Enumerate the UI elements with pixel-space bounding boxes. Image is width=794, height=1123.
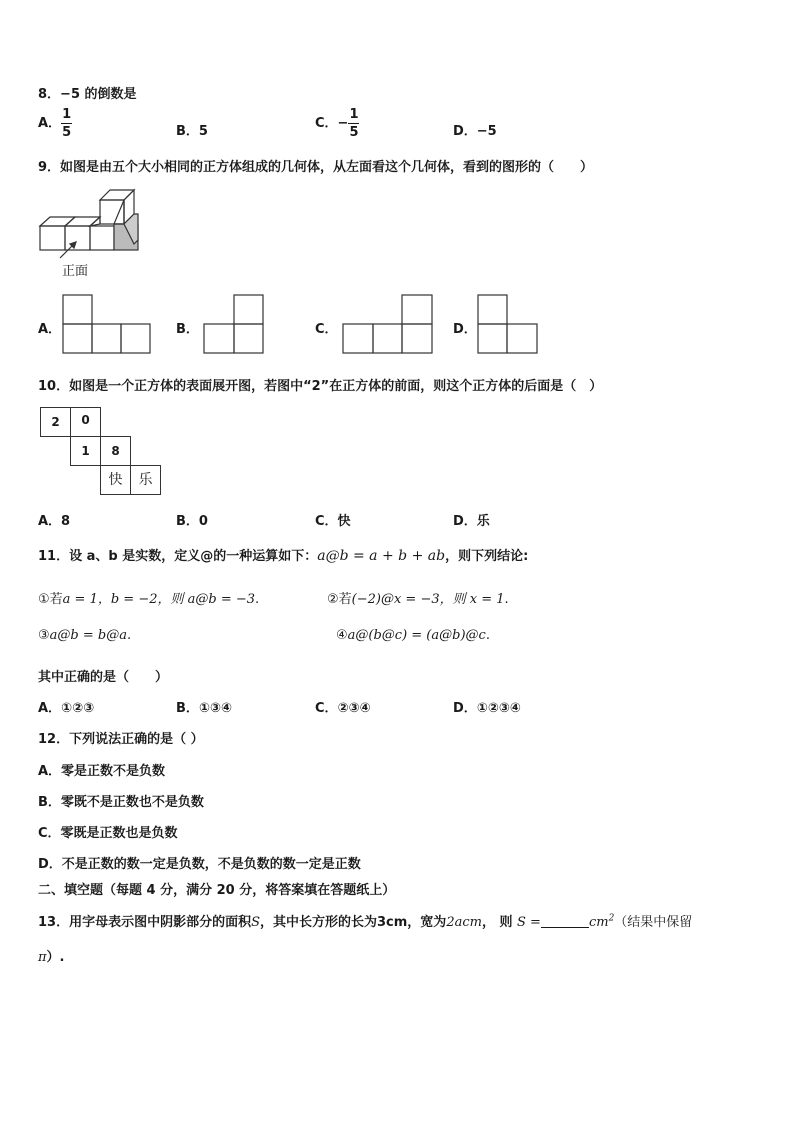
q9-option-b-figure (203, 294, 265, 354)
q9-option-c[interactable]: C． (315, 322, 338, 337)
q13-stem: 13．用字母表示图中阴影部分的面积S，其中长方形的长为3cm，宽为2acm， 则 $S = cm^2$（结果中保留 (38, 913, 693, 930)
q11-option-b[interactable]: B．①③④ (176, 701, 232, 716)
q10-net-cell-kuai: 快 (100, 465, 131, 495)
q8-option-a[interactable]: A． $\frac{1}{5}$ (38, 107, 72, 140)
q10-option-d[interactable]: D．乐 (453, 514, 490, 529)
q11-prompt: 其中正确的是（ ） (38, 670, 169, 685)
q8-stem: 8．−5 的倒数是 (38, 87, 137, 102)
q11-statement-1: ①若a = 1，b = −2，则 a@b = −3. (38, 592, 260, 607)
q13-answer-blank[interactable] (541, 915, 589, 928)
q12-option-a[interactable]: A．零是正数不是负数 (38, 764, 166, 779)
q13-stem-end: π）. (38, 950, 65, 965)
q8-option-c[interactable]: C．− $\frac{1}{5}$ (315, 107, 359, 140)
q10-net-cell-2: 2 (40, 407, 71, 437)
q11-statement-2: ②若(−2)@x = −3，则 x = 1. (327, 592, 509, 607)
q8-c-fraction: $\frac{1}{5}$ (349, 107, 359, 140)
q9-option-b[interactable]: B． (176, 322, 199, 337)
q10-option-c[interactable]: C．快 (315, 514, 351, 529)
q11-option-a[interactable]: A．①②③ (38, 701, 95, 716)
q9-stem: 9．如图是由五个大小相同的正方体组成的几何体，从左面看这个几何体，看到的图形的（ ） (38, 160, 594, 175)
q11-statement-4: ④a@(b@c) = (a@b)@c. (336, 628, 490, 643)
q9-option-c-figure (342, 294, 434, 354)
q10-net-cell-1: 1 (70, 436, 101, 466)
q11-stem: 11．设 a、b 是实数，定义@的一种运算如下：a@b = a + b + ab，则下列结论: (38, 548, 529, 564)
q11-option-c[interactable]: C．②③④ (315, 701, 371, 716)
q11-definition: a@b = a + b + ab (317, 548, 446, 564)
section-fill-in-heading: 二、填空题（每题 4 分，满分 20 分，将答案填在答题纸上） (38, 883, 396, 898)
q8-option-b[interactable]: B．5 (176, 124, 208, 139)
q9-front-label: 正面 (62, 264, 89, 279)
q12-option-b[interactable]: B．零既不是正数也不是负数 (38, 795, 204, 810)
q9-option-d[interactable]: D． (453, 322, 477, 337)
q10-net-cell-0: 0 (70, 407, 101, 437)
q12-stem: 12．下列说法正确的是（ ） (38, 732, 204, 747)
q12-option-d[interactable]: D．不是正数的数一定是负数，不是负数的数一定是正数 (38, 857, 361, 872)
q11-statement-3: ③a@b = b@a. (38, 628, 132, 643)
q9-option-a[interactable]: A． (38, 322, 62, 337)
q11-option-d[interactable]: D．①②③④ (453, 701, 521, 716)
q8-a-fraction: $\frac{1}{5}$ (62, 107, 72, 140)
q12-option-c[interactable]: C．零既是正数也是负数 (38, 826, 178, 841)
q9-option-d-figure (477, 294, 539, 354)
q10-net-cell-8: 8 (100, 436, 131, 466)
q9-solid-figure (36, 184, 142, 276)
q10-option-a[interactable]: A．8 (38, 514, 71, 529)
q10-option-b[interactable]: B．0 (176, 514, 208, 529)
q9-option-a-figure (62, 294, 152, 354)
q8-option-d[interactable]: D．−5 (453, 124, 497, 139)
q10-net-cell-le: 乐 (130, 465, 161, 495)
q10-stem: 10．如图是一个正方体的表面展开图，若图中“2”在正方体的前面，则这个正方体的后面是（ ） (38, 379, 603, 394)
